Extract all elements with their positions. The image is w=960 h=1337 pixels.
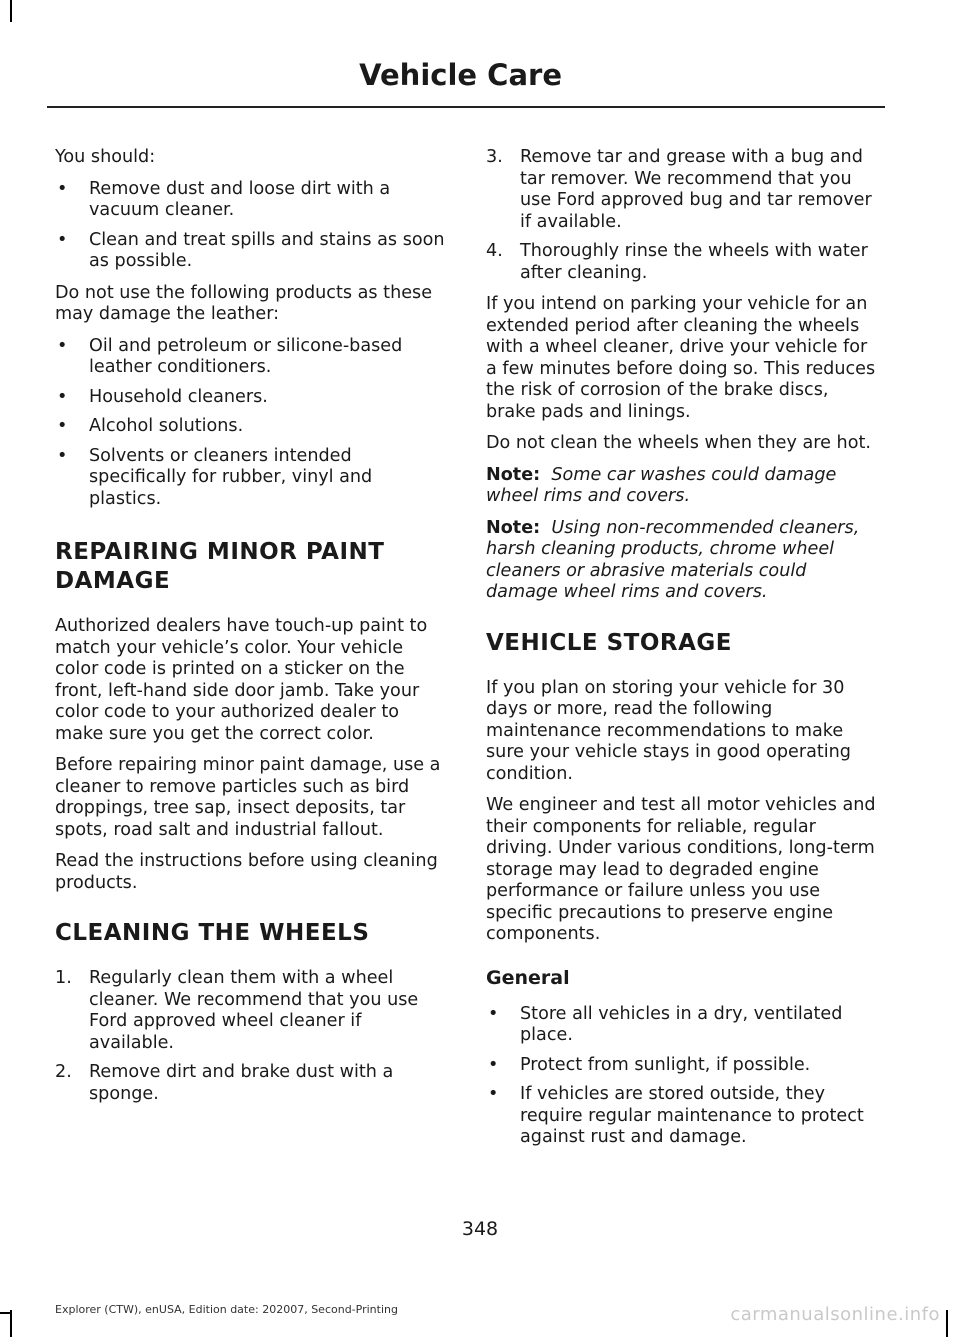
list-item: • Clean and treat spills and stains as soon as possible. xyxy=(57,229,445,271)
step-number: 2. xyxy=(55,1062,72,1082)
wheels-heading: CLEANING THE WHEELS xyxy=(55,920,370,946)
list-item: • Alcohol solutions. xyxy=(57,416,244,436)
bullet-icon: • xyxy=(488,1084,499,1104)
list-item: • Remove dust and loose dirt with a vacuum cleaner. xyxy=(57,178,391,220)
wheel-steps-continued xyxy=(486,147,880,284)
note-1: Note: Some car washes could damage wheel rims and covers. xyxy=(486,464,837,506)
bullet-icon: • xyxy=(57,445,68,466)
list-item: • Store all vehicles in a dry, ventilated place. xyxy=(488,1003,843,1045)
list-item: • Household cleaners. xyxy=(57,386,268,407)
should-intro: You should: xyxy=(55,147,156,167)
watermark: carmanualsonline.info xyxy=(730,1304,940,1325)
storage-paragraph-2: We engineer and test all motor vehicles and their components for reliable, regular driving. Under various conditions, long-term storage may lead to degraded engine performance or failure unless you use specific precautions to preserve engine components. xyxy=(486,795,876,944)
note-label: Note: xyxy=(486,517,541,538)
bullet-icon: • xyxy=(57,229,68,250)
list-item: • If vehicles are stored outside, they require regular maintenance to protect against rust and damage. xyxy=(488,1084,864,1147)
bullet-icon: • xyxy=(488,1054,499,1075)
step-number: 1. xyxy=(55,968,72,988)
list-item: 3. Remove tar and grease with a bug and tar remover. We recommend that you use Ford approved bug and tar remover if available. xyxy=(486,147,872,232)
wheel-steps-list xyxy=(55,968,447,1105)
bullet-icon: • xyxy=(57,335,68,356)
avoid-list xyxy=(55,336,447,511)
step-number: 3. xyxy=(486,147,503,167)
vehicle-storage-heading: VEHICLE STORAGE xyxy=(486,629,732,656)
paint-damage-heading: REPAIRING MINOR PAINT DAMAGE xyxy=(55,539,385,594)
avoid-intro: Do not use the following products as these may damage the leather: xyxy=(55,282,433,324)
list-item: • Protect from sunlight, if possible. xyxy=(488,1054,811,1075)
crop-mark-bottom-left xyxy=(10,1310,12,1337)
bullet-icon: • xyxy=(488,1003,499,1024)
crop-mark-bottom-right xyxy=(946,1310,948,1337)
header-divider xyxy=(47,106,885,108)
general-list xyxy=(486,1004,880,1149)
right-column xyxy=(486,147,880,1159)
note-2: Note: Using non-recommended cleaners, harsh cleaning products, chrome wheel cleaners or abrasive materials could damage wheel rims and covers. xyxy=(486,517,860,602)
list-item: 1. Regularly clean them with a wheel cleaner. We recommend that you use Ford approved wheel cleaner if available. xyxy=(55,968,419,1053)
paint-paragraph-3: Read the instructions before using cleaning products. xyxy=(55,851,438,893)
general-heading: General xyxy=(486,966,570,989)
page-number: 348 xyxy=(461,1218,499,1240)
storage-paragraph-1: If you plan on storing your vehicle for 30 days or more, read the following maintenance recommendations to make sure your vehicle stays in good operating condition. xyxy=(486,677,851,784)
parking-paragraph: If you intend on parking your vehicle for an extended period after cleaning the wheels with a wheel cleaner, drive your vehicle for a few minutes before doing so. This reduces the risk of corrosion of the brake discs, brake pads and linings. xyxy=(486,294,876,422)
left-column xyxy=(55,147,447,1115)
paint-paragraph-2: Before repairing minor paint damage, use a cleaner to remove particles such as bird droppings, tree sap, insect deposits, tar spots, road salt and industrial fallout. xyxy=(55,755,441,840)
list-item: • Solvents or cleaners intended specifically for rubber, vinyl and plastics. xyxy=(57,445,373,509)
paint-paragraph-1: Authorized dealers have touch-up paint to match your vehicle’s color. Your vehicle color code is printed on a sticker on the front, left-hand side door jamb. Take your color code to your authorized dealer to make sure you get the correct color. xyxy=(55,616,428,744)
edition-footer: Explorer (CTW), enUSA, Edition date: 202007, Second-Printing xyxy=(55,1303,398,1316)
crop-mark-top-left xyxy=(10,0,12,22)
note-label: Note: xyxy=(486,464,541,485)
bullet-icon: • xyxy=(57,386,68,407)
page-section-title: Vehicle Care xyxy=(359,58,562,92)
list-item: • Oil and petroleum or silicone-based leather conditioners. xyxy=(57,335,403,377)
bullet-icon: • xyxy=(57,416,68,436)
list-item: 4. Thoroughly rinse the wheels with water after cleaning. xyxy=(486,241,868,283)
bullet-icon: • xyxy=(57,178,68,199)
crop-mark-bottom-left-h xyxy=(0,1312,12,1314)
hot-wheels-paragraph: Do not clean the wheels when they are hot. xyxy=(486,433,871,453)
list-item: 2. Remove dirt and brake dust with a sponge. xyxy=(55,1062,394,1104)
step-number: 4. xyxy=(486,241,503,261)
should-list xyxy=(55,179,447,273)
